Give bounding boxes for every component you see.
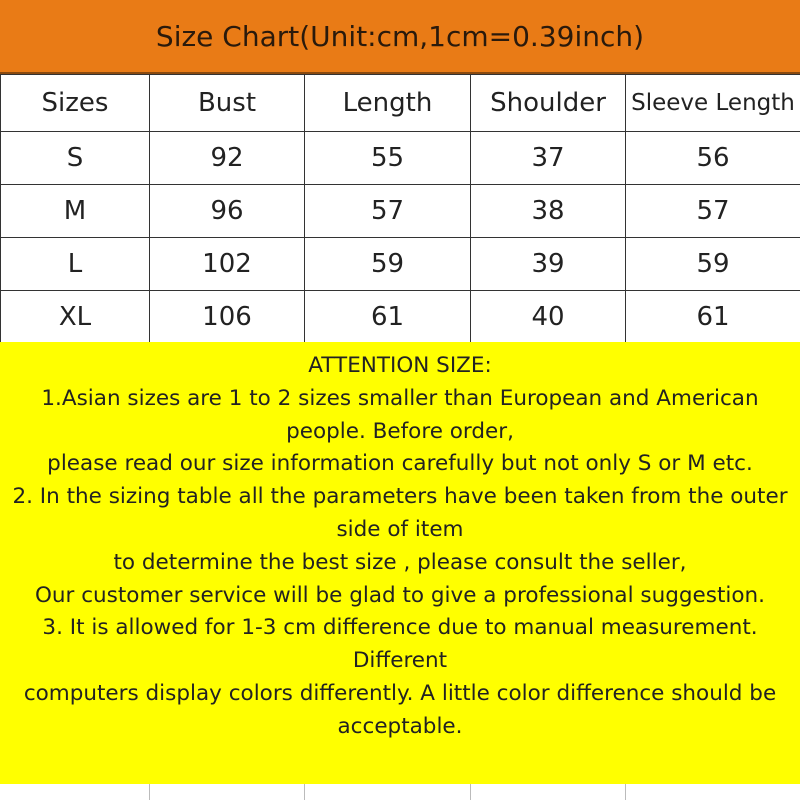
notice-line: computers display colors differently. A little color difference should be acceptable. [23, 680, 777, 739]
table-cell: 61 [626, 291, 800, 344]
table-row [1, 132, 800, 185]
header-shoulder: Shoulder [471, 75, 626, 132]
table-cell: 40 [471, 291, 626, 344]
attention-notice [0, 342, 800, 784]
bottom-strip [0, 784, 800, 800]
header-bust: Bust [150, 75, 305, 132]
table-cell: 57 [305, 185, 471, 238]
table-row [1, 238, 800, 291]
notice-line: 1.Asian sizes are 1 to 2 sizes smaller than European and American people. Before order, [41, 385, 759, 444]
notice-line: please read our size information carefully but not only S or M etc. [47, 451, 753, 477]
notice-line: Our customer service will be glad to give a professional suggestion. [35, 582, 765, 608]
header-length: Length [305, 75, 471, 132]
size-chart-title [0, 0, 800, 74]
table-cell: 37 [471, 132, 626, 185]
table-cell: 38 [471, 185, 626, 238]
table-cell: 55 [305, 132, 471, 185]
header-sleeve-length: Sleeve Length [626, 75, 800, 132]
table-cell: L [1, 238, 150, 291]
grid-divider [625, 784, 626, 800]
table-cell: 59 [305, 238, 471, 291]
table-cell: 96 [150, 185, 305, 238]
table-row [1, 185, 800, 238]
table-cell: 57 [626, 185, 800, 238]
table-cell: 59 [626, 238, 800, 291]
grid-divider [470, 784, 471, 800]
table-cell: M [1, 185, 150, 238]
notice-line: 2. In the sizing table all the parameters have been taken from the outer side of item [12, 484, 788, 542]
table-cell: 106 [150, 291, 305, 344]
table-cell: 56 [626, 132, 800, 185]
grid-divider [149, 784, 150, 800]
header-sizes: Sizes [1, 75, 150, 132]
table-cell: S [1, 132, 150, 185]
table-row [1, 291, 800, 344]
notice-heading: ATTENTION SIZE: [308, 353, 492, 378]
table-cell: 61 [305, 291, 471, 344]
notice-line: 3. It is allowed for 1-3 cm difference due to manual measurement. Different [42, 615, 758, 674]
size-table [0, 74, 800, 344]
size-chart-title-text: Size Chart(Unit:cm,1cm=0.39inch) [155, 19, 645, 53]
notice-line: to determine the best size , please consult the seller, [113, 549, 687, 575]
table-cell: 102 [150, 238, 305, 291]
table-cell: 39 [471, 238, 626, 291]
table-header-row [1, 75, 800, 132]
grid-divider [304, 784, 305, 800]
table-cell: XL [1, 291, 150, 344]
table-cell: 92 [150, 132, 305, 185]
